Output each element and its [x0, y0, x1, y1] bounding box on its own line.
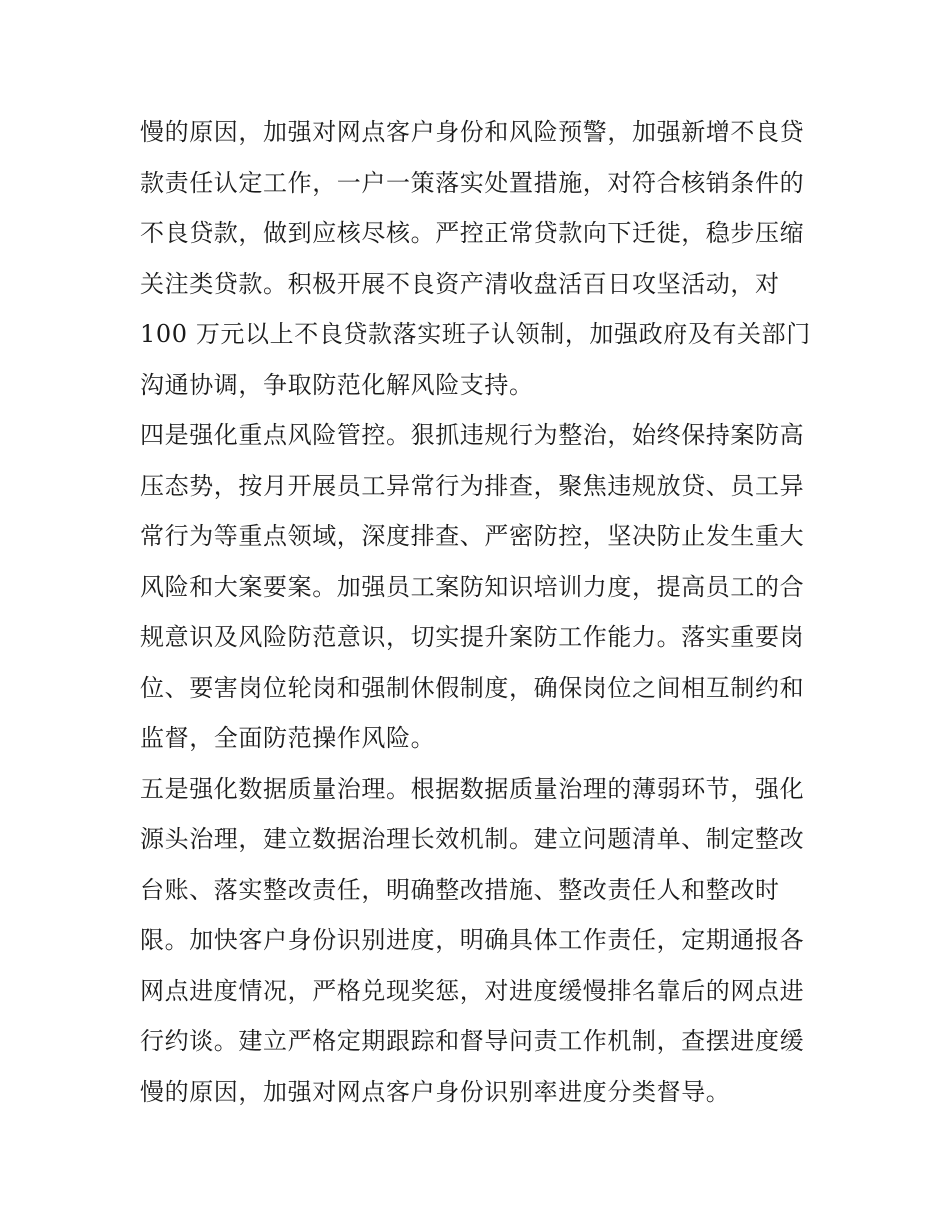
text-line: 关注类贷款。积极开展不良资产清收盘活百日攻坚活动，对 — [140, 269, 780, 298]
text-line: 100 万元以上不良贷款落实班子认领制，加强政府及有关部门 — [140, 320, 811, 348]
text-line: 行约谈。建立严格定期跟踪和督导问责工作机制，查摆进度缓 — [140, 1027, 805, 1055]
paragraph-key-risk-control — [140, 410, 820, 764]
text-line: 四是强化重点风险管控。狠抓违规行为整治，始终保持案防高 — [140, 421, 805, 449]
text-line: 沟通协调，争取防范化解风险支持。 — [140, 370, 534, 399]
paragraph-data-quality — [140, 764, 820, 1118]
document-body — [140, 107, 820, 1117]
text-line: 位、要害岗位轮岗和强制休假制度，确保岗位之间相互制约和 — [140, 673, 805, 702]
text-line: 常行为等重点领域，深度排查、严密防控，坚决防止发生重大 — [140, 522, 805, 550]
text-line: 压态势，按月开展员工异常行为排查，聚焦违规放贷、员工异 — [140, 471, 805, 500]
text-line: 款责任认定工作，一户一策落实处置措施，对符合核销条件的 — [140, 168, 805, 197]
text-line: 源头治理，建立数据治理长效机制。建立问题清单、制定整改 — [140, 825, 805, 853]
text-line: 限。加快客户身份识别进度，明确具体工作责任，定期通报各 — [140, 926, 805, 954]
text-line: 规意识及风险防范意识，切实提升案防工作能力。落实重要岗 — [140, 623, 805, 651]
text-line: 不良贷款，做到应核尽核。严控正常贷款向下迁徙，稳步压缩 — [140, 219, 805, 247]
text-line: 慢的原因，加强对网点客户身份和风险预警，加强新增不良贷 — [140, 118, 805, 146]
text-line: 风险和大案要案。加强员工案防知识培训力度，提高员工的合 — [140, 572, 805, 601]
paragraph-risk-disposal — [140, 107, 820, 410]
text-line: 监督，全面防范操作风险。 — [140, 724, 436, 752]
text-line: 台账、落实整改责任，明确整改措施、整改责任人和整改时 — [140, 875, 780, 904]
text-line: 五是强化数据质量治理。根据数据质量治理的薄弱环节，强化 — [140, 774, 805, 803]
text-line: 慢的原因，加强对网点客户身份识别率进度分类督导。 — [140, 1077, 731, 1106]
text-line: 网点进度情况，严格兑现奖惩，对进度缓慢排名靠后的网点进 — [140, 976, 805, 1005]
